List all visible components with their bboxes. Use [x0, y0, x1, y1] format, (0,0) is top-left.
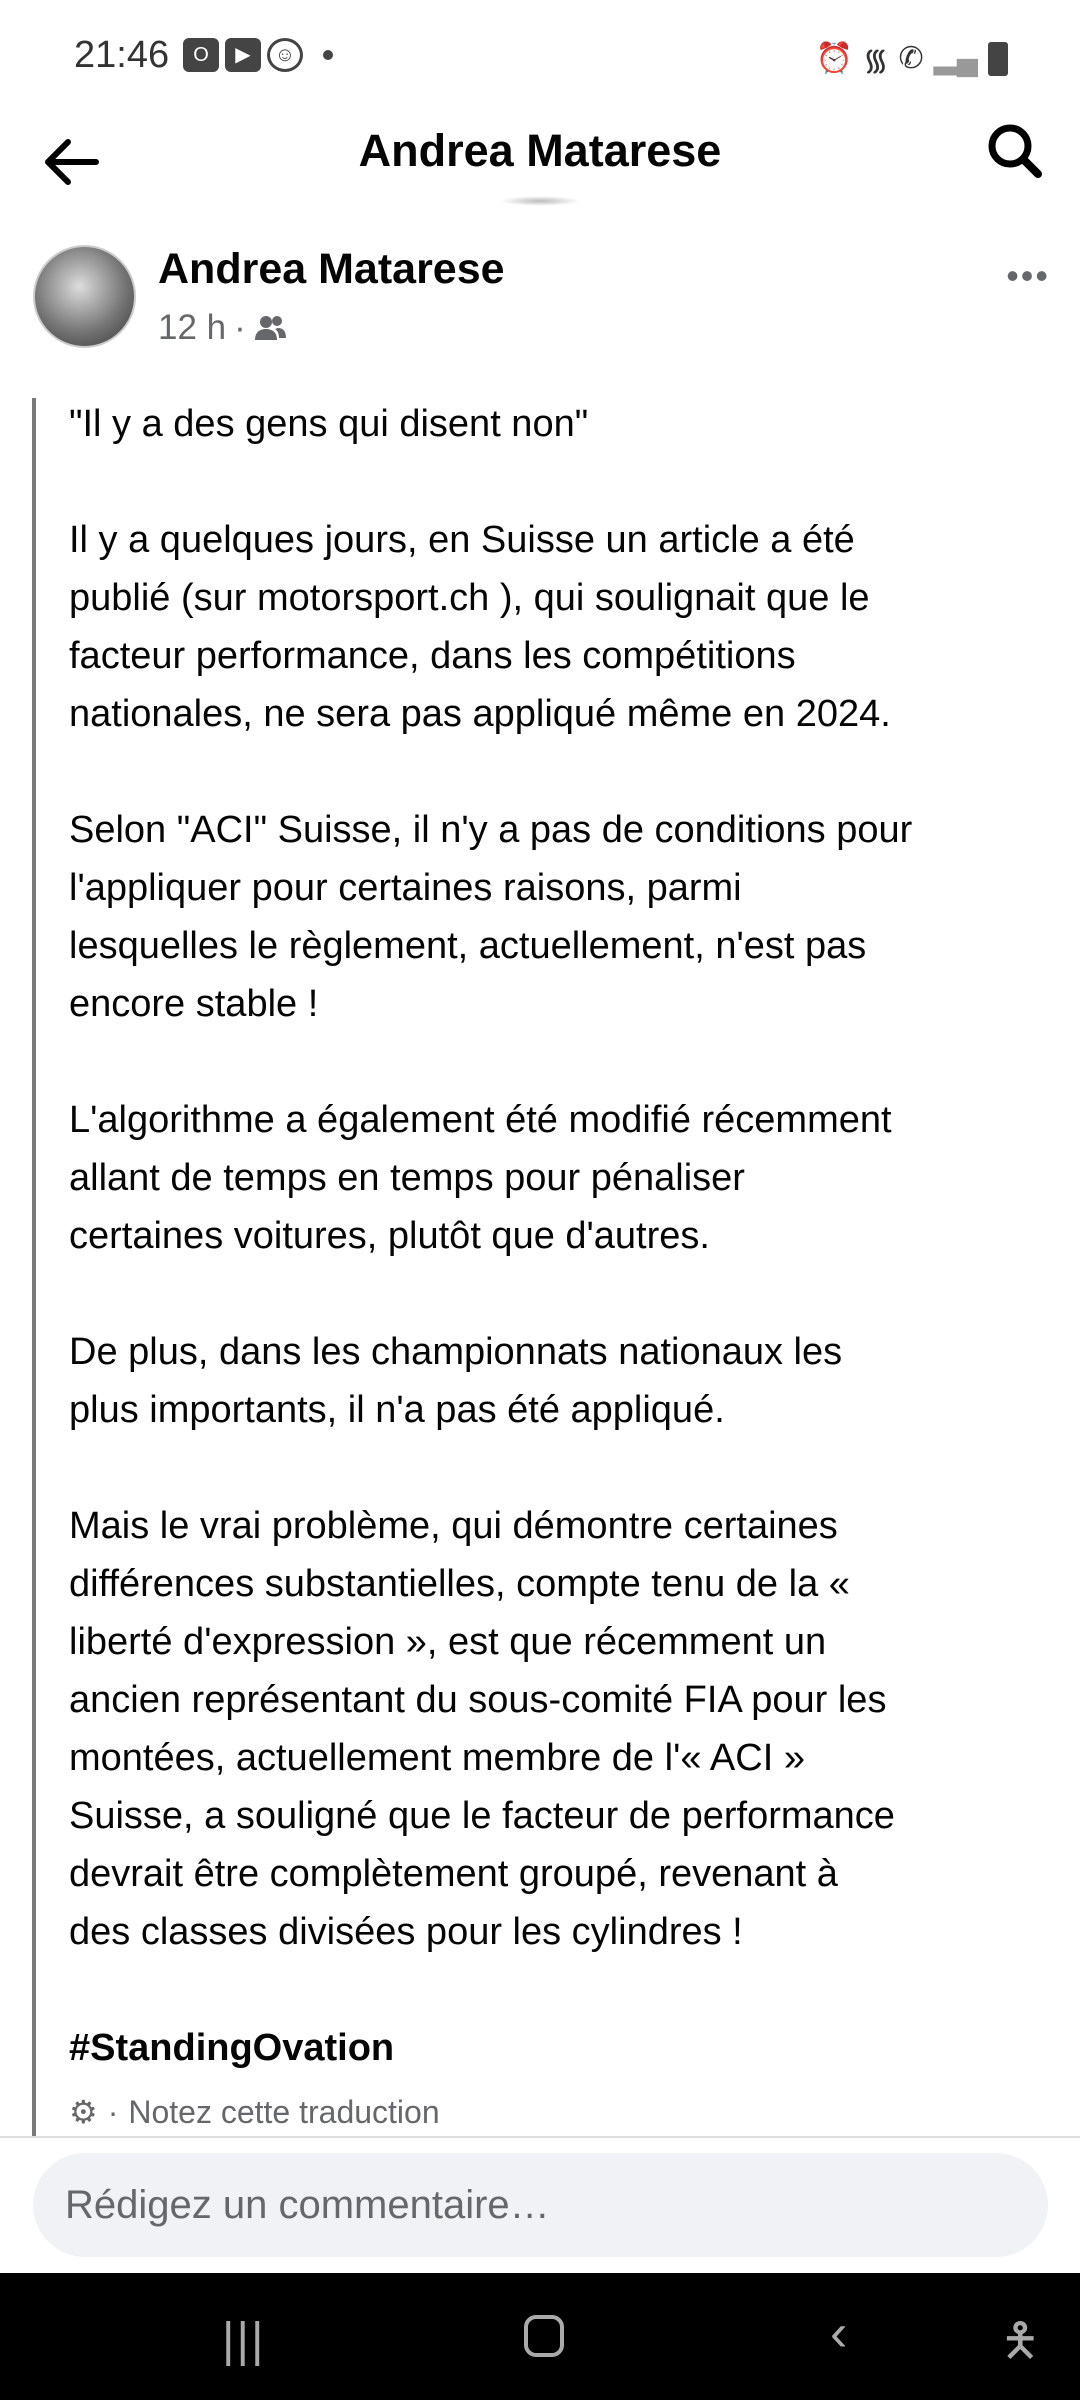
comment-input[interactable]: Rédigez un commentaire… [33, 2153, 1048, 2257]
divider [0, 2136, 1080, 2138]
post-text-line: Suisse, a souligné que le facteur de performance [69, 1795, 895, 1837]
post-paragraph [69, 395, 1029, 453]
author-avatar[interactable] [33, 245, 136, 348]
post-text-line: certaines voitures, plutôt que d'autres. [69, 1215, 710, 1257]
wifi-calling-icon: ✆ [898, 42, 924, 75]
search-icon[interactable] [980, 116, 1050, 186]
scroll-shadow [500, 196, 580, 206]
gear-icon[interactable]: ⚙ [69, 2094, 98, 2130]
recent-apps-icon[interactable]: ||| [222, 2314, 266, 2367]
battery-icon [988, 42, 1008, 76]
post-text-line: Mais le vrai problème, qui démontre certaines [69, 1505, 838, 1547]
post-text-line: des classes divisées pour les cylindres ! [69, 1911, 743, 1953]
wifi-icon: ᯾ [863, 44, 889, 77]
friends-audience-icon [254, 314, 286, 342]
accessibility-icon[interactable]: 🯅 [1000, 2314, 1041, 2366]
post-text-line: L'algorithme a également été modifié récemment [69, 1099, 892, 1141]
home-icon[interactable] [524, 2315, 564, 2357]
post-paragraph [69, 511, 1029, 743]
page-title: Andrea Matarese [358, 125, 722, 176]
post-text-line: encore stable ! [69, 983, 319, 1025]
post-text-line: Selon "ACI" Suisse, il n'y a pas de conditions pour [69, 809, 913, 851]
more-options-icon[interactable]: ••• [1006, 255, 1050, 296]
post-paragraph [69, 1323, 1029, 1439]
post-body [69, 395, 1029, 2141]
system-nav-bar [0, 2273, 1080, 2400]
hashtag-link[interactable]: #StandingOvation [69, 2027, 395, 2069]
notification-dot [323, 50, 333, 60]
post-paragraph [69, 1497, 1029, 1961]
post-text-line: nationales, ne sera pas appliqué même en 2024. [69, 693, 891, 735]
post-paragraph [69, 801, 1029, 1033]
outlook-icon: O [183, 38, 219, 72]
post-text-line: plus importants, il n'a pas été appliqué. [69, 1389, 725, 1431]
post-text-line: facteur performance, dans les compétitions [69, 635, 796, 677]
post-time[interactable]: 12 h [158, 308, 227, 347]
post-text-line: "Il y a des gens qui disent non" [69, 403, 589, 445]
post-text-line: Il y a quelques jours, en Suisse un article a été [69, 519, 855, 561]
post-text-line: De plus, dans les championnats nationaux les [69, 1331, 843, 1373]
author-name[interactable]: Andrea Matarese [158, 245, 505, 293]
post-text-line: publié (sur motorsport.ch ), qui soulignait que le [69, 577, 870, 619]
post-meta: 12 h · [158, 308, 286, 348]
post-text-line: l'appliquer pour certaines raisons, parmi [69, 867, 742, 909]
alarm-icon: ⏰ [815, 42, 853, 75]
post-text-line: différences substantielles, compte tenu de la « [69, 1563, 850, 1605]
translation-row [69, 2083, 1029, 2141]
nav-back-icon[interactable]: ‹ [830, 2304, 848, 2362]
post-text-line: devrait être complètement groupé, revenant à [69, 1853, 838, 1895]
post-text-line: ancien représentant du sous-comité FIA pour les [69, 1679, 887, 1721]
post-text-line: allant de temps en temps pour pénaliser [69, 1157, 745, 1199]
rate-translation-link[interactable]: Notez cette traduction [128, 2094, 440, 2130]
youtube-icon: ▶ [225, 38, 261, 72]
post-text-line: liberté d'expression », est que récemment un [69, 1621, 827, 1663]
waze-icon: ☺ [267, 38, 303, 72]
post-text-line: lesquelles le règlement, actuellement, n'est pas [69, 925, 867, 967]
top-app-bar [0, 110, 1080, 210]
post-paragraph [69, 1091, 1029, 1265]
post-text-line: montées, actuellement membre de l'« ACI » [69, 1737, 805, 1779]
status-time: 21:46 [74, 34, 170, 76]
quote-bar [32, 398, 36, 2136]
separator-dot: · [107, 2094, 119, 2130]
status-bar [0, 0, 1080, 110]
signal-icon: ▂▄ [933, 42, 978, 75]
